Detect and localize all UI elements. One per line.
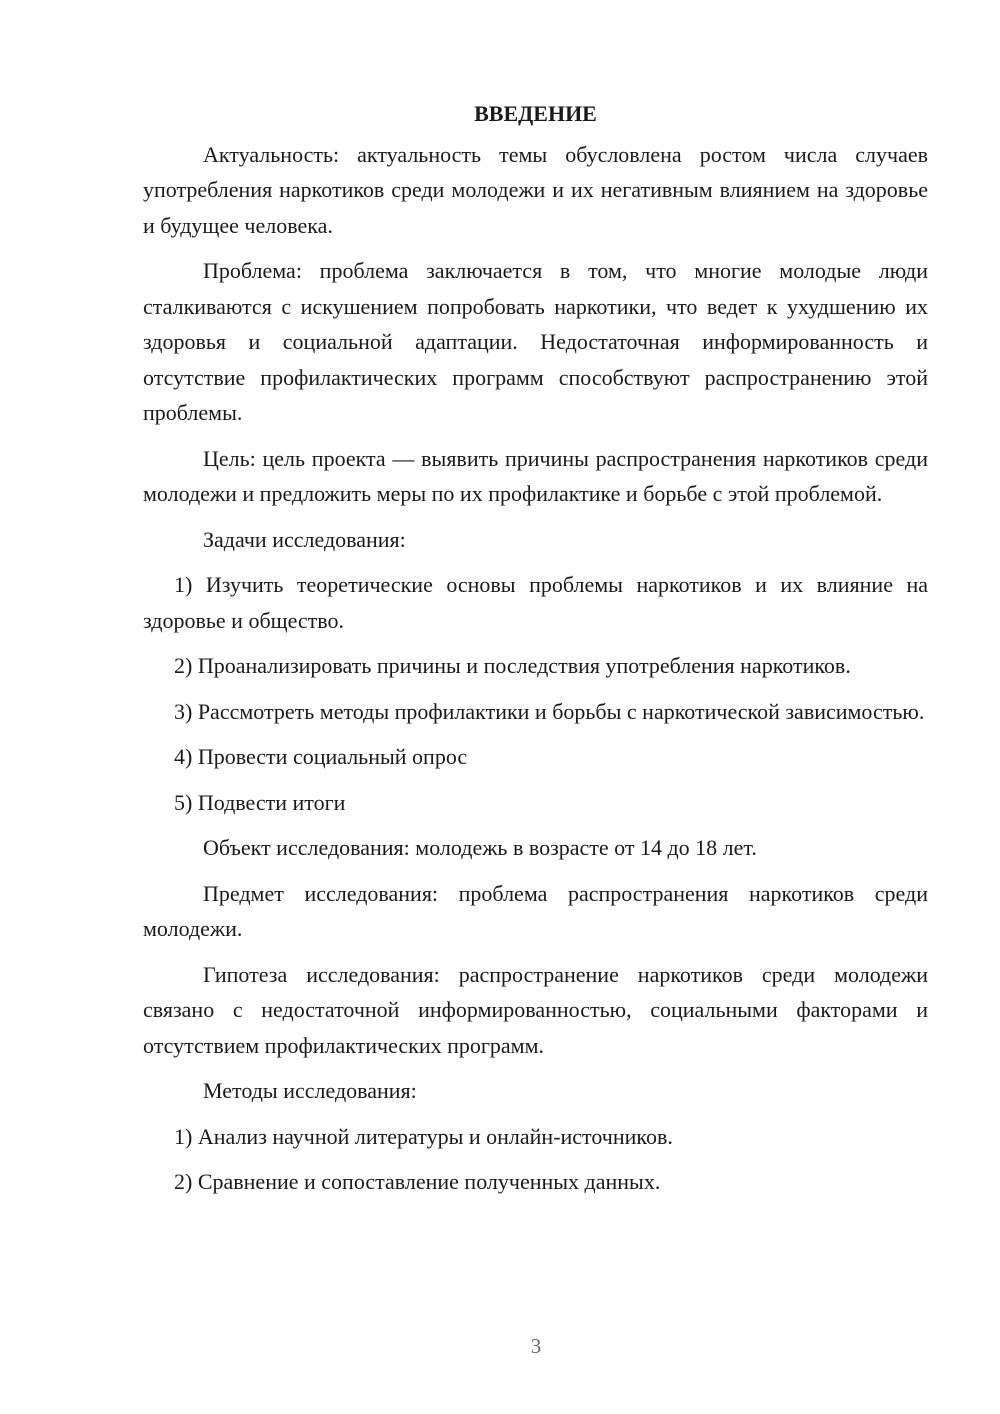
page-content <box>143 96 928 1210</box>
methods-heading: Методы исследования: <box>203 1078 417 1103</box>
problem-paragraph: Проблема: проблема заключается в том, что многие молодые люди сталкиваются с искушением попробовать наркотики, что ведет к ухудшению их здоровья и социальной адаптации. Недостаточная информированность и отсутствие профилактических программ способствуют распространению этой проблемы. <box>143 258 928 425</box>
page-number: 3 <box>530 1334 542 1358</box>
subject-paragraph: Предмет исследования: проблема распространения наркотиков среди молодежи. <box>143 880 928 941</box>
relevance-paragraph: Актуальность: актуальность темы обусловлена ростом числа случаев употребления наркотиков среди молодежи и их негативным влиянием на здоровье и будущее человека. <box>143 141 928 238</box>
task-item-2: 2) Проанализировать причины и последствия употребления наркотиков. <box>174 653 851 678</box>
page-title: ВВЕДЕНИЕ <box>474 101 597 126</box>
hypothesis-paragraph: Гипотеза исследования: распространение наркотиков среди молодежи связано с недостаточной информированностью, социальными факторами и отсутствием профилактических программ. <box>143 961 928 1058</box>
object-paragraph: Объект исследования: молодежь в возрасте от 14 до 18 лет. <box>203 835 757 860</box>
method-item-1: 1) Анализ научной литературы и онлайн-источников. <box>174 1123 673 1149</box>
task-item-3: 3) Рассмотреть методы профилактики и борьбы с наркотической зависимостью. <box>174 698 925 724</box>
goal-paragraph: Цель: цель проекта — выявить причины распространения наркотиков среди молодежи и предложить меры по их профилактике и борьбе с этой проблемой. <box>143 445 928 506</box>
task-item-1: 1) Изучить теоретические основы проблемы наркотиков и их влияние на здоровье и общество. <box>143 572 928 633</box>
task-item-5: 5) Подвести итоги <box>174 789 346 815</box>
tasks-heading: Задачи исследования: <box>203 526 406 552</box>
method-item-2: 2) Сравнение и сопоставление полученных данных. <box>174 1169 661 1194</box>
task-item-4: 4) Провести социальный опрос <box>174 744 468 769</box>
